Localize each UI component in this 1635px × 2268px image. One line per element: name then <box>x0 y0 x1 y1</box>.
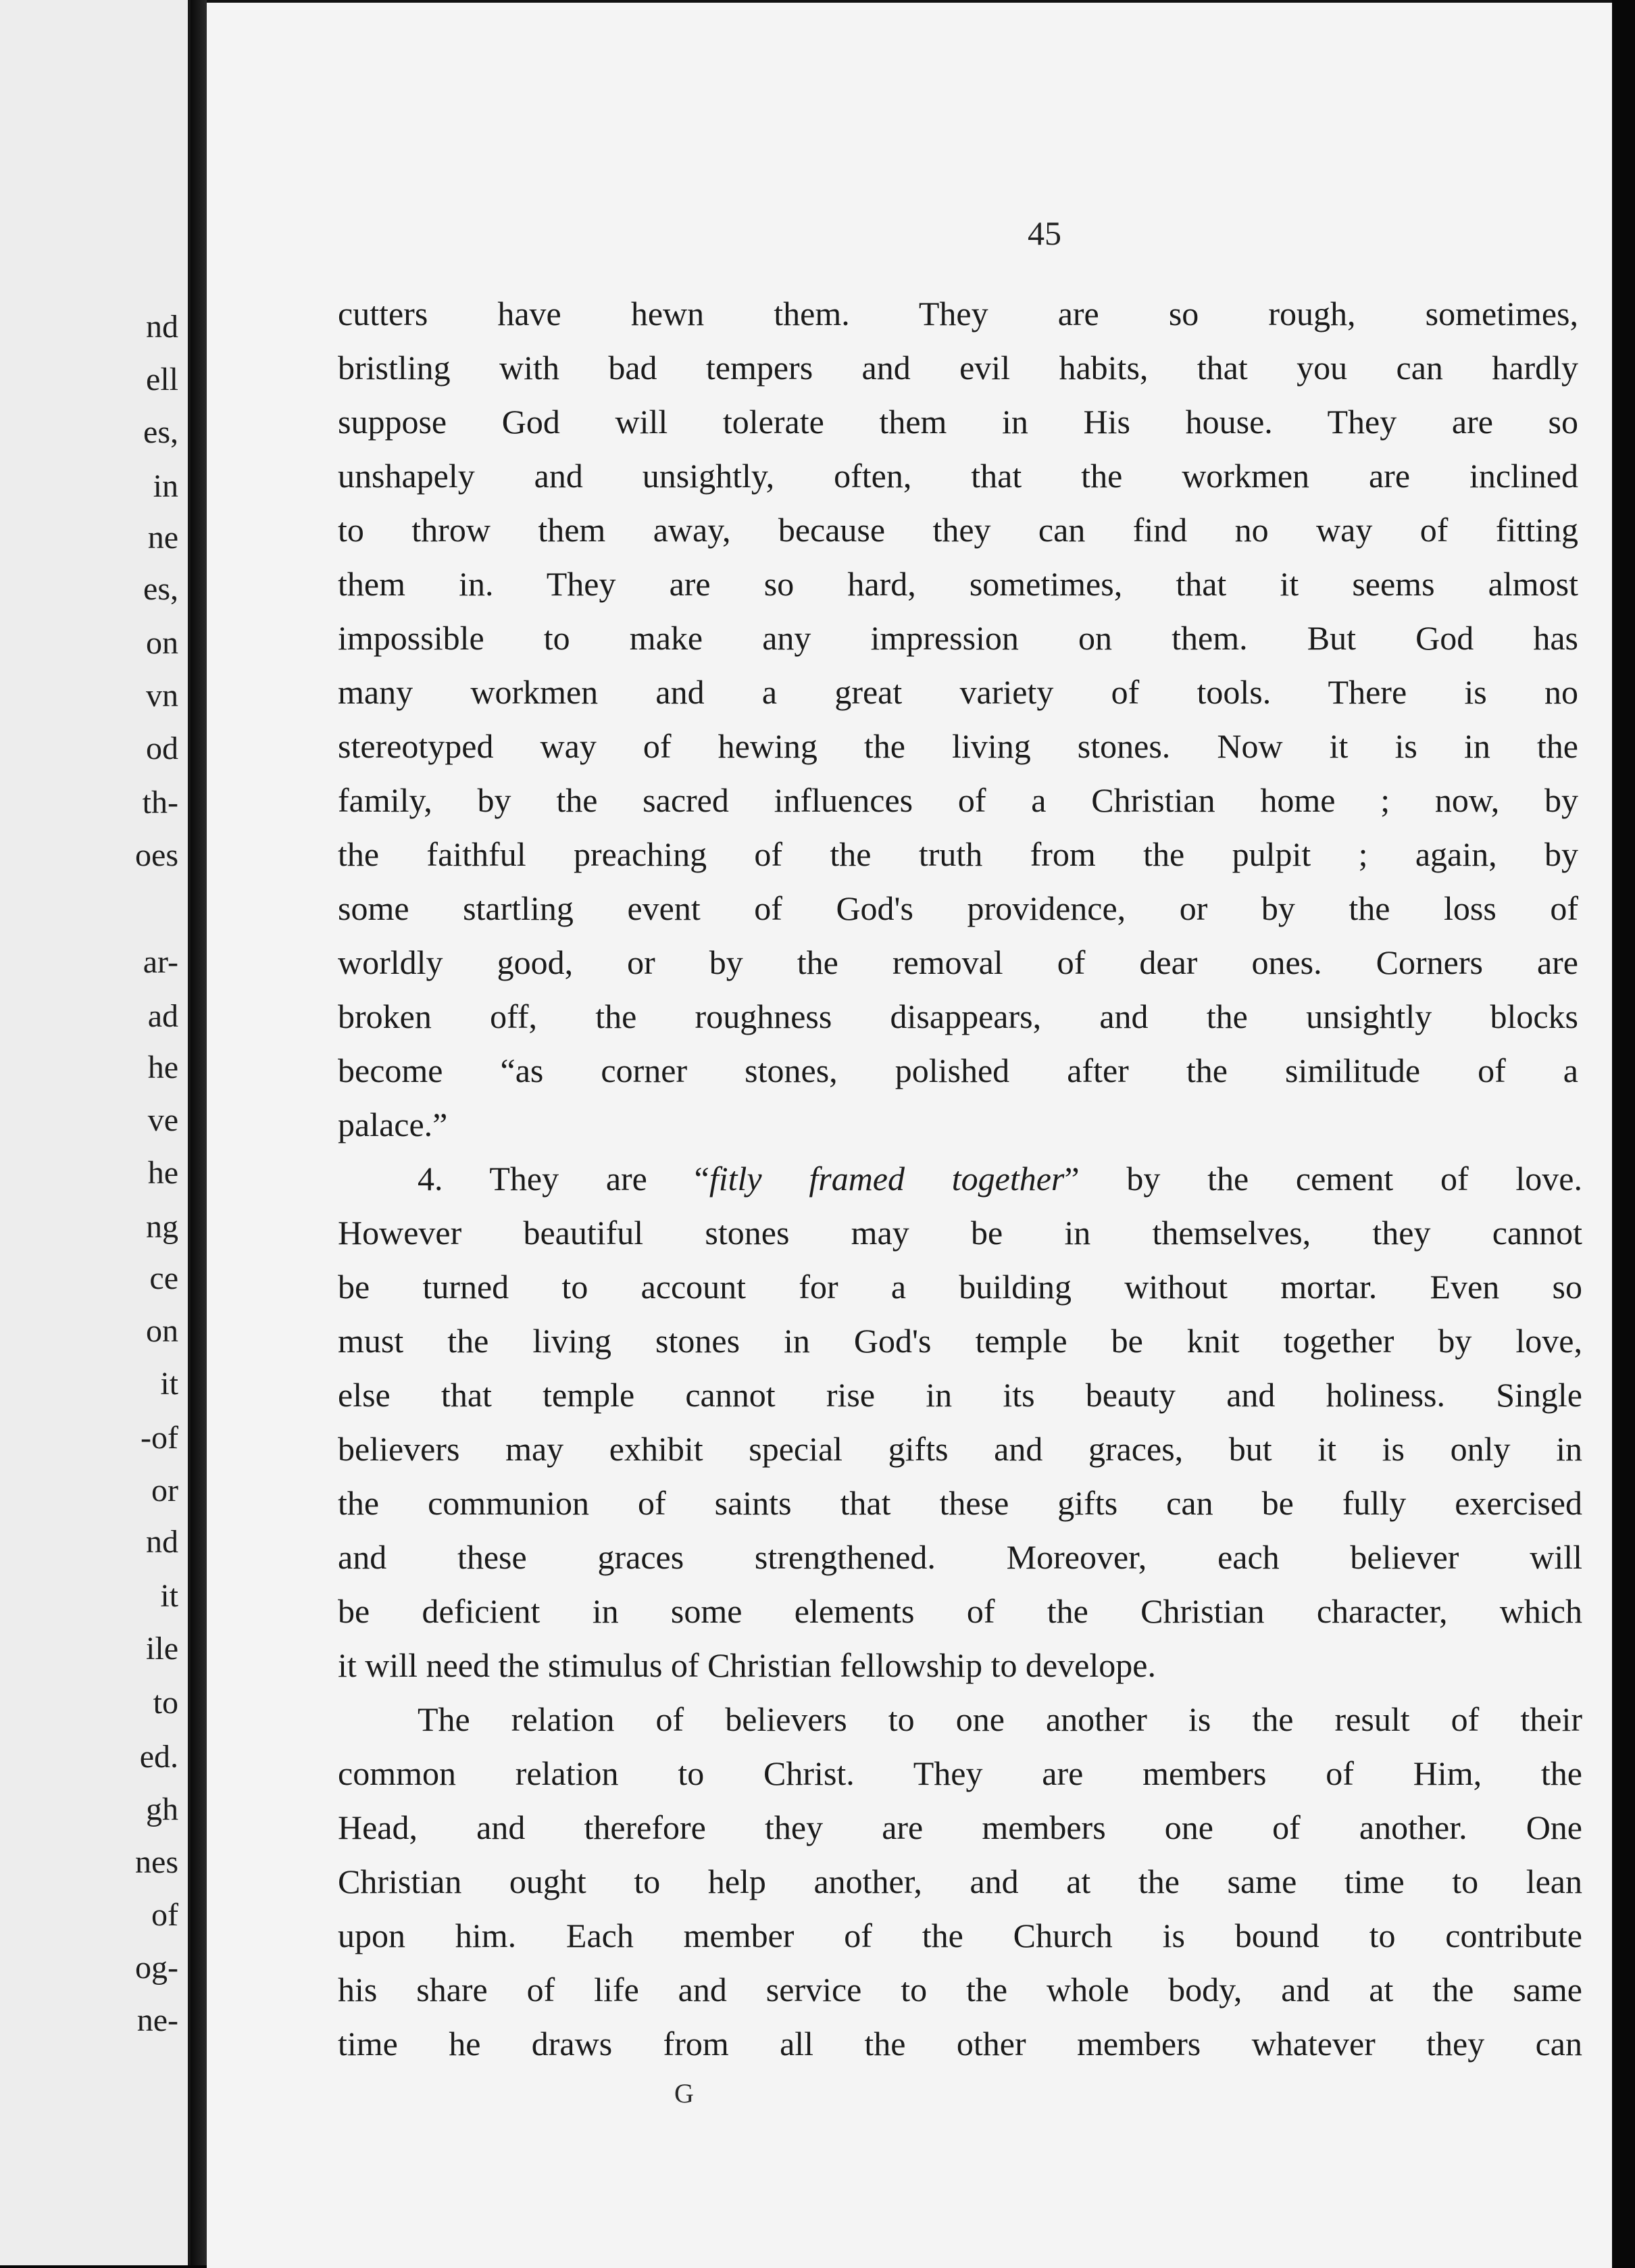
left-page-text-fragment: ell <box>146 362 178 397</box>
left-page-text-fragment: -of <box>141 1420 178 1456</box>
text-line: them in. They are so hard, sometimes, that it seems almost <box>338 565 1578 603</box>
left-page-text-fragment: on <box>146 625 178 661</box>
left-page-text-fragment: ed. <box>139 1739 178 1775</box>
text-line: many workmen and a great variety of tools. There is no <box>338 673 1578 711</box>
left-page-text-fragment: he <box>147 1050 178 1085</box>
text-line: worldly good, or by the removal of dear ones. Corners are <box>338 943 1578 981</box>
left-page-text-fragment: ce <box>149 1260 178 1296</box>
text-line: 4. They are “fitly framed together” by the cement of love. <box>418 1160 1583 1198</box>
left-page-text-fragment: of <box>151 1897 178 1933</box>
text-line: believers may exhibit special gifts and graces, but it is only in <box>338 1430 1582 1468</box>
book-gutter <box>191 0 207 2265</box>
text-line: be turned to account for a building without mortar. Even so <box>338 1268 1582 1306</box>
text-line: unshapely and unsightly, often, that the workmen are inclined <box>338 457 1578 495</box>
text-line: However beautiful stones may be in themselves, they cannot <box>338 1214 1582 1252</box>
left-page-text-fragment: gh <box>146 1792 178 1827</box>
left-page-text-fragment: on <box>146 1313 178 1349</box>
left-page-text-fragment: ar- <box>143 944 178 980</box>
text-line: his share of life and service to the whole body, and at the same <box>338 1971 1582 2008</box>
text-line: the faithful preaching of the truth from the pulpit ; again, by <box>338 835 1578 873</box>
text-line: must the living stones in God's temple be knit together by love, <box>338 1322 1582 1360</box>
left-page-text-fragment: oes <box>135 837 178 873</box>
left-page-text-fragment: es, <box>143 571 178 607</box>
left-page-text-fragment: od <box>146 731 178 766</box>
left-page-text-fragment: he <box>147 1155 178 1191</box>
left-page-text-fragment: it <box>160 1578 178 1614</box>
left-page-text-fragment: to <box>153 1685 178 1721</box>
text-line: the communion of saints that these gifts can be fully exercised <box>338 1484 1582 1522</box>
left-page-text-fragment: it <box>160 1366 178 1402</box>
left-page-text-fragment: nd <box>146 1524 178 1560</box>
left-page-text-fragment: ile <box>146 1631 178 1667</box>
left-page-text-fragment: nd <box>146 309 178 345</box>
left-page-text-fragment: ne <box>147 520 178 556</box>
text-line: upon him. Each member of the Church is bound to contribute <box>338 1917 1582 1954</box>
text-line: else that temple cannot rise in its beauty and holiness. Single <box>338 1376 1582 1414</box>
italic-phrase: fitly framed together <box>709 1160 1065 1198</box>
signature-mark: G <box>674 2078 694 2109</box>
text-line: it will need the stimulus of Christian fellowship to develope. <box>338 1646 1156 1684</box>
text-line: be deficient in some elements of the Christian character, which <box>338 1592 1582 1630</box>
text-line: palace.” <box>338 1106 448 1143</box>
left-page-text-fragment: or <box>151 1473 178 1508</box>
text-line: to throw them away, because they can find no way of fitting <box>338 511 1578 549</box>
text-line: time he draws from all the other members whatever they can <box>338 2025 1582 2063</box>
scan-border-right <box>1612 0 1635 2265</box>
left-page-text-fragment: vn <box>146 678 178 714</box>
left-page-text-fragment: og- <box>135 1950 178 1986</box>
left-page-text-fragment: th- <box>142 785 178 820</box>
facing-page-left <box>0 0 191 2265</box>
text-line: Head, and therefore they are members one of another. One <box>338 1808 1582 1846</box>
left-page-text-fragment: es, <box>143 414 178 450</box>
left-page-text-fragment: ng <box>146 1209 178 1245</box>
page-number: 45 <box>1028 214 1061 252</box>
text-line: broken off, the roughness disappears, and the unsightly blocks <box>338 997 1578 1035</box>
book-page <box>207 0 1612 2268</box>
left-page-text-fragment: ad <box>147 998 178 1034</box>
text-line: become “as corner stones, polished after the similitude of a <box>338 1052 1578 1089</box>
text-line: bristling with bad tempers and evil habits, that you can hardly <box>338 349 1578 387</box>
left-page-text-fragment: ve <box>147 1102 178 1138</box>
text-line: cutters have hewn them. They are so rough, sometimes, <box>338 295 1578 332</box>
text-line: impossible to make any impression on them. But God has <box>338 619 1578 657</box>
text-line: family, by the sacred influences of a Christian home ; now, by <box>338 781 1578 819</box>
text-line: The relation of believers to one another is the result of their <box>418 1700 1582 1738</box>
text-line: Christian ought to help another, and at the same time to lean <box>338 1863 1582 1900</box>
text-line: and these graces strengthened. Moreover, each believer will <box>338 1538 1582 1576</box>
text-line: suppose God will tolerate them in His house. They are so <box>338 403 1578 441</box>
left-page-text-fragment: ne- <box>136 2002 178 2038</box>
text-line: stereotyped way of hewing the living stones. Now it is in the <box>338 727 1578 765</box>
left-page-text-fragment: in <box>153 468 178 504</box>
text-line: common relation to Christ. They are members of Him, the <box>338 1754 1582 1792</box>
left-page-text-fragment: nes <box>135 1844 178 1880</box>
text-line: some startling event of God's providence, or by the loss of <box>338 889 1578 927</box>
